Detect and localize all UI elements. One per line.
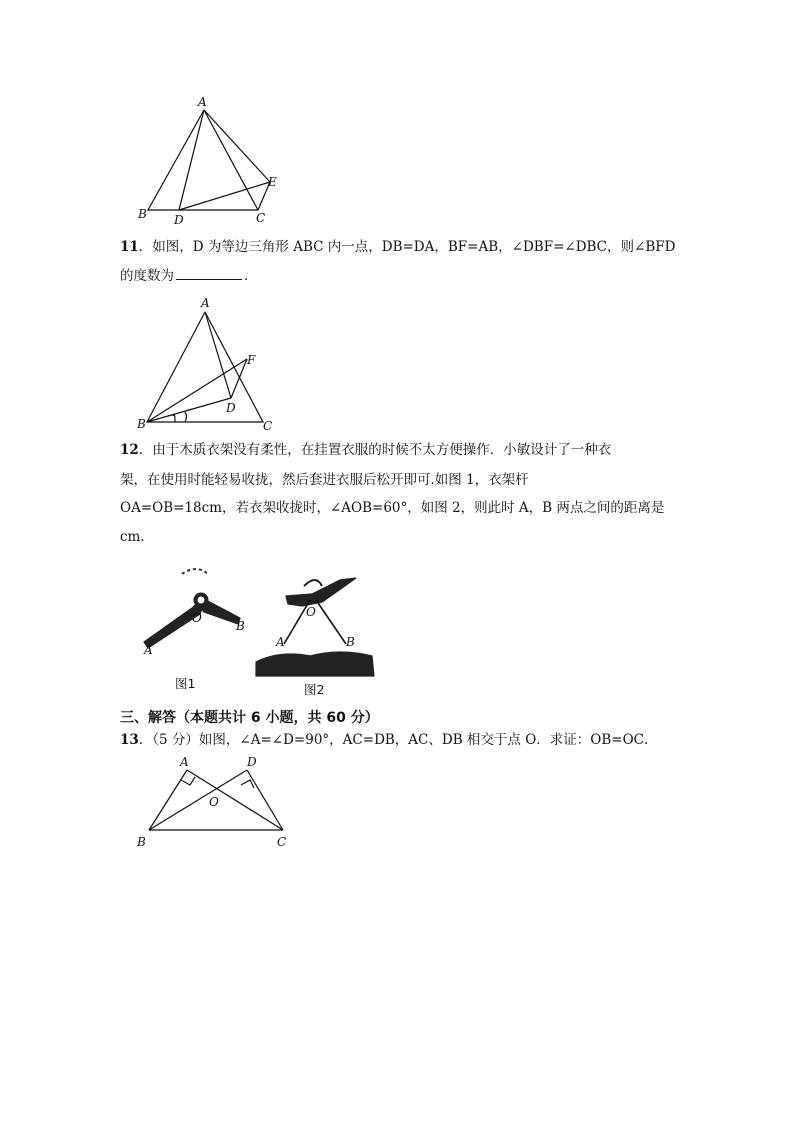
q12-line-1 <box>120 440 611 460</box>
q13-label-c: C <box>277 835 287 849</box>
photo1-label-a: A <box>144 643 153 657</box>
q12-line-2 <box>120 470 529 490</box>
photo-hanger-open <box>140 562 260 662</box>
figure-q13 <box>135 752 305 852</box>
q13-label-a: A <box>180 755 189 769</box>
figure-triangle-abc-e <box>130 90 290 230</box>
q13-line <box>120 730 657 750</box>
q11-label-f: F <box>247 353 256 367</box>
q12-text-3: OA=OB=18cm，若衣架收拢时，∠AOB=60°，如图 2，则此时 A，B 两点之间的距离是 <box>120 500 665 516</box>
q11-label-c: C <box>263 419 273 433</box>
q11-text-2-end: ． <box>244 268 258 284</box>
label-c: C <box>256 211 266 225</box>
photo2-label-a: A <box>276 635 285 649</box>
photo1-caption: 图1 <box>175 676 196 691</box>
q13-text: ．（5 分）如图，∠A=∠D=90°，AC=DB，AC、DB 相交于点 O．求证：OB=OC． <box>138 732 658 748</box>
q13-label-b: B <box>137 835 146 849</box>
label-d: D <box>174 213 184 227</box>
photo2-label-b: B <box>346 635 355 649</box>
photo1-label-b: B <box>236 619 245 633</box>
q13-number: 13 <box>120 732 139 748</box>
q11-line-1 <box>120 237 675 257</box>
q12-line-3 <box>120 498 664 518</box>
photo-hanger-closed <box>250 572 380 682</box>
q11-text-2: 的度数为 <box>120 268 174 284</box>
q13-label-d: D <box>247 755 257 769</box>
q12-line-4 <box>120 527 154 547</box>
figure-q11-triangle <box>135 292 295 432</box>
q11-text-1: ．如图，D 为等边三角形 ABC 内一点，DB=DA，BF=AB，∠DBF=∠DBC，则∠BFD <box>138 239 676 255</box>
photo2-label-o: O <box>306 605 316 619</box>
q11-label-a: A <box>201 296 210 310</box>
label-b: B <box>138 207 147 221</box>
q12-text-1: ．由于木质衣架没有柔性，在挂置衣服的时候不太方便操作．小敏设计了一种衣 <box>138 442 612 458</box>
q13-label-o: O <box>209 795 219 809</box>
photo1-label-o: O <box>192 611 202 625</box>
section-heading: 三、解答（本题共计 6 小题，共 60 分） <box>120 710 379 726</box>
q11-number: 11 <box>120 239 139 255</box>
q12-number: 12 <box>120 442 139 458</box>
q12-text-2: 架，在使用时能轻易收拢，然后套进衣服后松开即可.如图 1，衣架杆 <box>120 472 529 488</box>
label-e: E <box>268 175 277 189</box>
label-a: A <box>198 95 207 109</box>
q12-text-4: cm． <box>120 529 154 545</box>
q11-line-2 <box>120 265 258 286</box>
q11-label-d: D <box>226 401 236 415</box>
q11-answer-blank <box>176 265 242 280</box>
q11-label-b: B <box>137 417 146 431</box>
photo2-caption: 图2 <box>304 682 325 697</box>
